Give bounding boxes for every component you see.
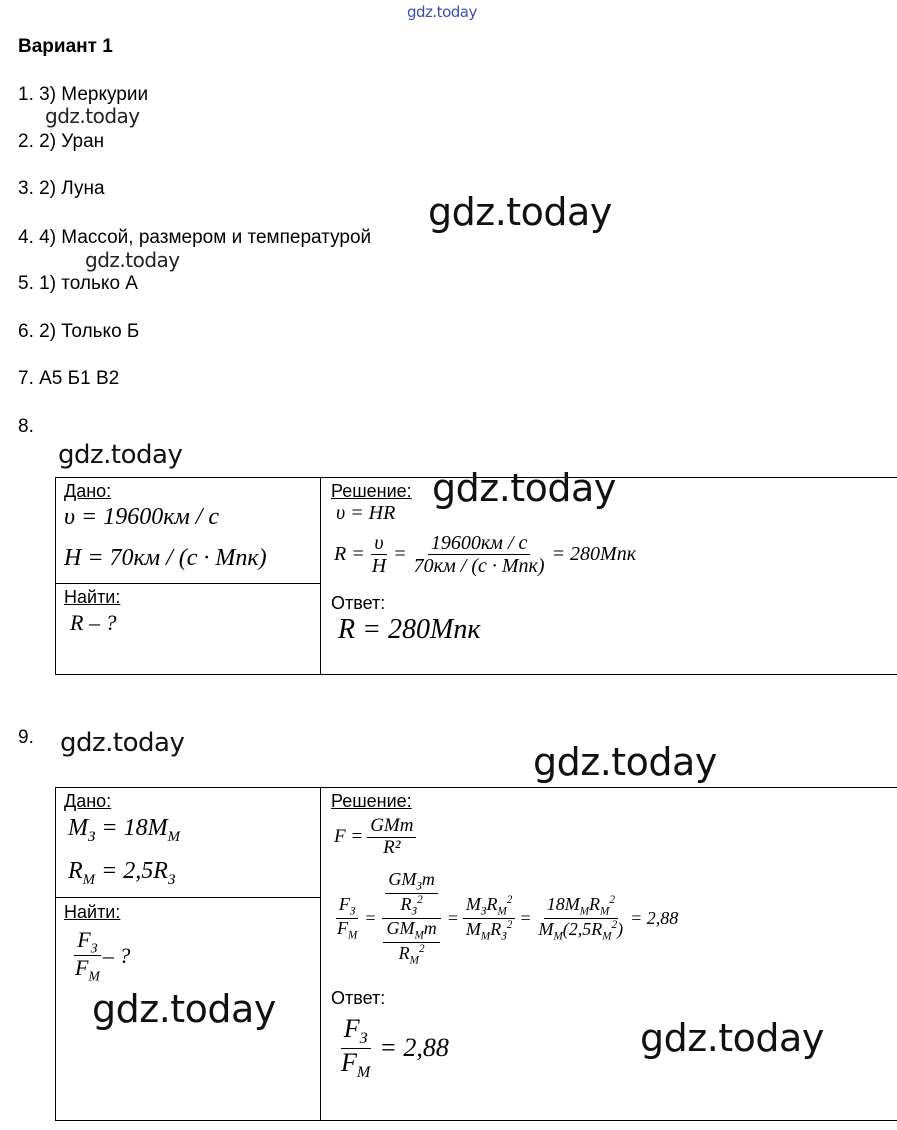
fraction-forces: $\frac{F_З}{F_М}$ (75, 927, 100, 984)
equals: = (393, 543, 407, 565)
answer-2: 2. 2) Уран (18, 131, 105, 152)
fraction-substituted: $\frac{18M_МR_М^2}{M_М(2,5R_М^2)}$ (538, 893, 624, 943)
answer-6: 6. 2) Только Б (18, 321, 140, 342)
fraction-denominator: 70км / (с · Мпк) (413, 555, 545, 577)
answer-7: 7. А5 Б1 В2 (18, 368, 120, 389)
watermark: gdz.today (58, 440, 183, 470)
task-9-find-label: Найти: (64, 902, 121, 922)
task-8-formula-r (334, 532, 636, 577)
watermark: gdz.today (92, 987, 276, 1031)
task-9-answer-label: Ответ: (331, 988, 386, 1008)
task-9-number: 9. (18, 727, 34, 748)
answer-1: 1. 3) Меркурии (18, 84, 149, 105)
r-lhs: R = (334, 543, 365, 565)
task-8-given-hubble: H = 70км / (с · Мпк) (64, 545, 267, 571)
fraction-numerator: υ (371, 532, 386, 555)
task-8-find-label: Найти: (64, 587, 121, 607)
task-8-answer-label: Ответ: (331, 593, 386, 613)
watermark: gdz.today (432, 466, 616, 510)
task-9-given-radius: $R_М = 2,5R_З$ (68, 858, 176, 888)
task-8-find: R – ? (70, 610, 117, 635)
task-8-given-label: Дано: (64, 481, 112, 501)
fraction-values (411, 532, 548, 577)
fraction-denominator: H (371, 555, 387, 577)
task-8-given-velocity: υ = 19600км / с (64, 504, 220, 530)
watermark: gdz.today (428, 190, 612, 234)
task-9-result: = 2,88 (630, 907, 679, 928)
answer-3: 3. 2) Луна (18, 178, 105, 199)
task-9-given-mass: $M_З = 18M_М$ (68, 815, 180, 845)
fraction-forces: $\frac{F_З}{F_М}$ (341, 1014, 371, 1082)
page-title: Вариант 1 (18, 36, 113, 57)
watermark: gdz.today (533, 740, 717, 784)
task-9-solution-label: Решение: (331, 791, 412, 811)
task-8-number: 8. (18, 416, 34, 437)
task-9-given-label: Дано: (64, 791, 112, 811)
watermark: gdz.today (45, 104, 140, 128)
watermark-top: gdz.today (407, 3, 477, 21)
watermark: gdz.today (60, 728, 185, 758)
r-result: = 280Мпк (551, 543, 637, 565)
answer-4: 4. 4) Массой, размером и температурой (18, 227, 372, 248)
task-8-answer: R = 280Мпк (338, 614, 481, 645)
fraction-numerator: 19600км / с (428, 532, 531, 555)
task-8-formula-hubble: υ = HR (336, 502, 396, 524)
watermark: gdz.today (85, 248, 180, 272)
task-9-formula-gravity: F = $\frac{\text{GMm}}{\text{R²}}$ (334, 816, 416, 859)
task-9-answer: $\frac{F_З}{F_М}$ = 2,88 (338, 1015, 449, 1082)
task-8-solution-label: Решение: (331, 481, 412, 501)
fraction-v-over-h (369, 532, 389, 577)
task-9-find: $\frac{F_З}{F_М}$ – ? (72, 928, 130, 984)
fraction-gravity: $\frac{\text{GMm}}{\text{R²}}$ (367, 816, 416, 859)
fraction-simplified: $\frac{M_ЗR_М^2}{M_МR_З^2}$ (463, 894, 515, 943)
fraction-forces: $\frac{F_З}{F_М}$ (337, 893, 358, 942)
task-9-formula-ratio: $\frac{F_З}{F_М}$ = $\frac{\frac{GM_Зm}{R_З^2}}{\frac{GM_Мm}{R_М^2}}$ = $\frac{M_ЗR_М^2}{M_МR_З^2}$ = $\frac{18M_МR_М^2}{M_М(2,5R_М^2)}$ = 2,88 (334, 870, 678, 966)
watermark: gdz.today (640, 1016, 824, 1060)
fraction-compound: $\frac{\frac{GM_Зm}{R_З^2}}{\frac{GM_Мm}{R_М^2}}$ (380, 870, 442, 966)
answer-5: 5. 1) только А (18, 273, 138, 294)
